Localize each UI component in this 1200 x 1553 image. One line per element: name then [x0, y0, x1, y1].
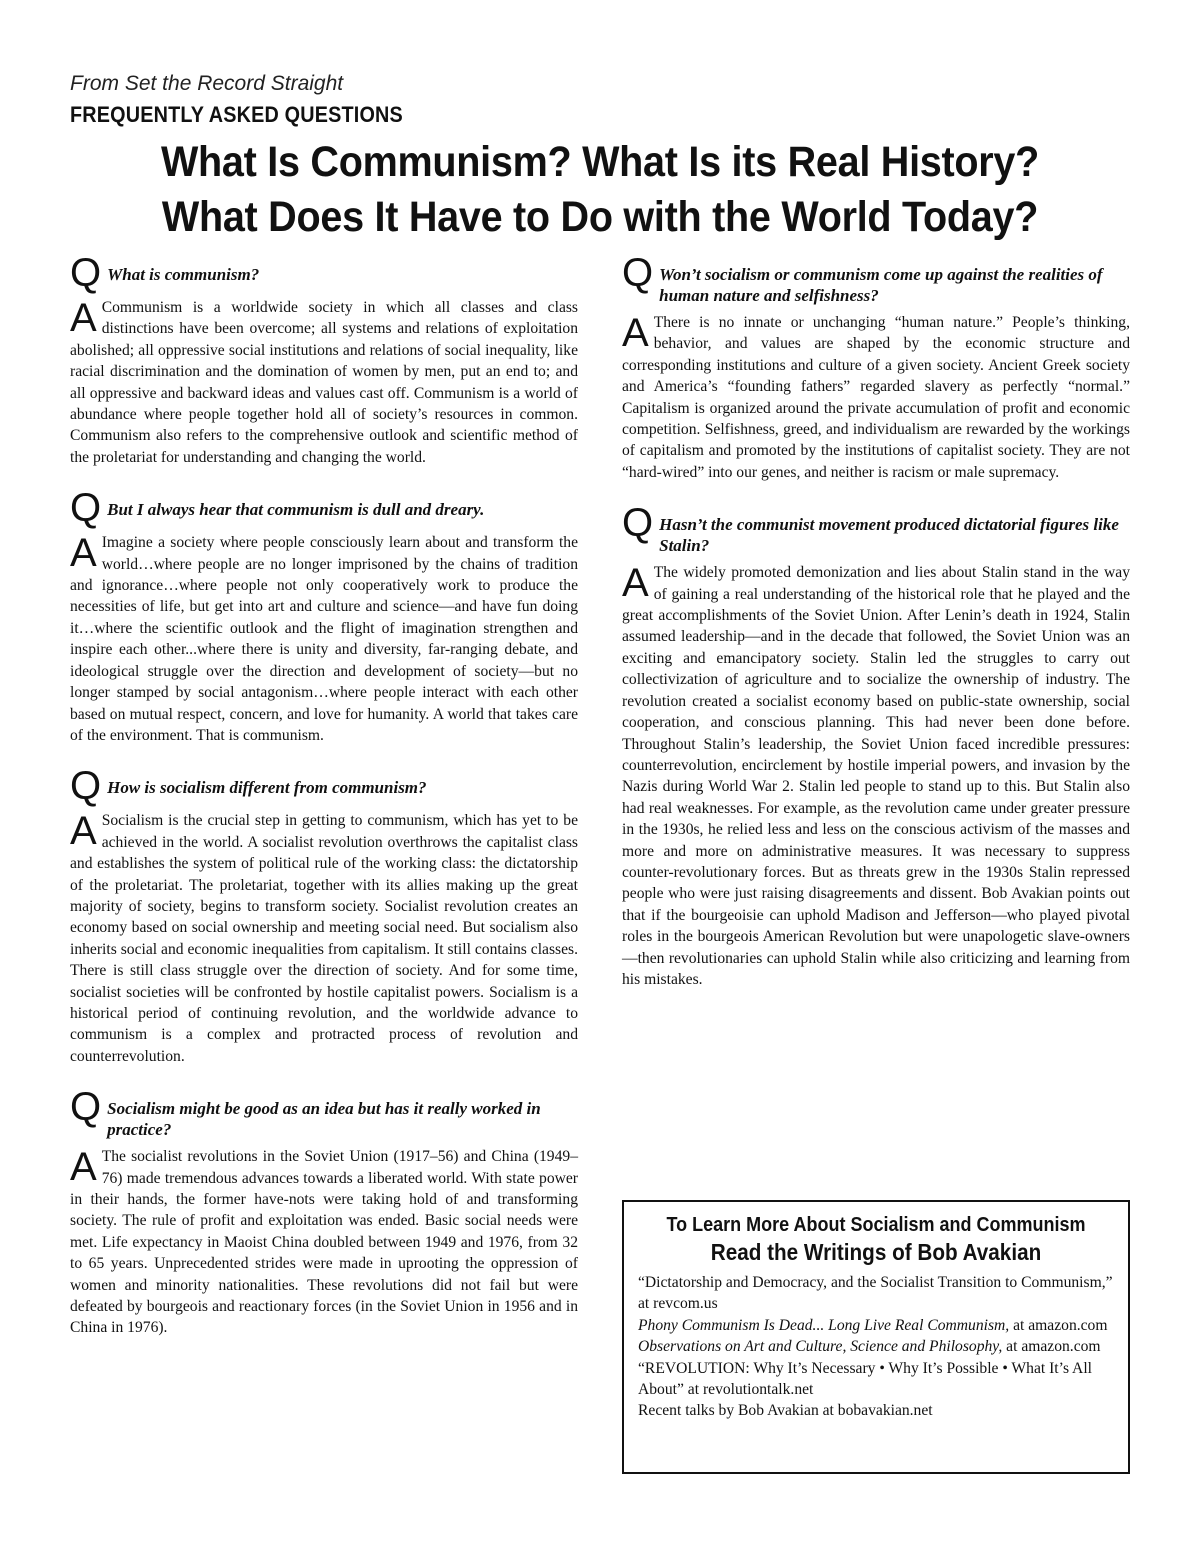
answer-text: Imagine a society where people consciously learn about and transform the world…where people are no longer imprisoned by the chains of tradition and ignorance…where people not only cooperatively work to produce the necessities of life, but get into art and culture and science—and have fun doing it…where the scientific outlook and the flight of imagination strengthen and inspire each other...where there is unity and diversity, far-ranging debate, and ideological struggle over the direction and development of society—but no longer stamped by social antagonism…where people interact with each other based on mutual respect, concern, and love for humanity. A world that takes care of the environment. That is communism. [70, 534, 578, 744]
question-row [70, 1085, 578, 1140]
qa-human-nature [622, 251, 1130, 483]
a-letter: A [70, 296, 97, 340]
q-letter: Q [622, 501, 654, 546]
reading-item-3 [638, 1336, 1114, 1357]
a-letter: A [70, 531, 97, 576]
question-text: How is socialism different from communism? [107, 778, 427, 798]
reading-item-2-source: at amazon.com [1009, 1316, 1108, 1334]
reading-item-1: “Dictatorship and Democracy, and the Socialist Transition to Communism,” at revcom.us [638, 1274, 1113, 1313]
source-kicker: From Set the Record Straight [70, 72, 344, 95]
question-row [622, 251, 1130, 306]
a-letter: A [70, 809, 97, 854]
qa-dull-and-dreary [70, 486, 578, 746]
answer-text: The socialist revolutions in the Soviet Union (1917–56) and China (1949–76) made tremendous advances towards a liberated world. With state power in their hands, the former have-nots were taking hold of and transforming society. The rule of profit and exploitation was ended. Basic social needs were met. Life expectancy in Maoist China doubled between 1949 and 1976, from 32 to 65 years. Unprecedented strides were made in uprooting the oppression of women and minority nationalities. These revolutions did not fail but were defeated by bourgeois and reactionary forces (in the Soviet Union in 1956 and in China in 1976). [70, 1148, 578, 1337]
question-row [622, 501, 1130, 556]
reading-item-2-title: Phony Communism Is Dead... Long Live Real Communism, [638, 1316, 1010, 1334]
answer-block [70, 1146, 578, 1339]
answer-block [70, 532, 578, 746]
answer-block [622, 562, 1130, 990]
answer-block [70, 297, 578, 468]
a-letter: A [622, 561, 649, 606]
question-text: What is communism? [107, 265, 260, 284]
question-row [70, 486, 578, 531]
qa-worked-in-practice [70, 1085, 578, 1339]
reading-item-3-source: at amazon.com [1002, 1338, 1101, 1356]
q-letter: Q [70, 1085, 102, 1130]
qa-what-is-communism [70, 251, 578, 468]
reading-item-3-title: Observations on Art and Culture, Science and Philosophy, [638, 1338, 1003, 1356]
question-text: But I always hear that communism is dull and dreary. [107, 500, 485, 520]
page-title-line-1: What Is Communism? What Is its Real History? [160, 138, 1040, 186]
right-column [622, 251, 1130, 1012]
answer-text: The widely promoted demonization and lies about Stalin stand in the way of gaining a real understanding of the historical role that he played and the great accomplishments of the Soviet Union. After Lenin’s death in 1924, Stalin assumed leadership—and in the decade that followed, the Soviet Union was an exciting and emancipatory society. Stalin led the struggles to carry out collectivization of agriculture and to socialize the ownership of industry. The revolution created a socialist economy based on public-state ownership, social cooperation, and conscious planning. This had never been done before. Throughout Stalin’s leadership, the Soviet Union faced incredible pressures: counterrevolution, encirclement by hostile imperial powers, and invasion by the Nazis during World War 2. Stalin led people to stand up to this. But Stalin also had real weaknesses. For example, as the revolution came under greater pressure in the 1930s, he relied less and less on the conscious activism of the masses and more and more on administrative measures. It was necessary to suppress counter-revolutionary forces. But as threats grew in the 1930s Stalin repressed people who were just raising disagreements and dissent. Bob Avakian points out that if the bourgeoisie can uphold Madison and Jefferson—who played pivotal roles in the bourgeois American Revolution but were unapologetic slave-owners—then revolutionaries can uphold Stalin while also criticizing and learning from his mistakes. [622, 564, 1130, 988]
q-letter: Q [70, 486, 102, 531]
q-letter: Q [622, 251, 654, 295]
question-text: Hasn’t the communist movement produced dictatorial figures like Stalin? [659, 515, 1119, 556]
reading-item-5: Recent talks by Bob Avakian at bobavakian.net [638, 1402, 933, 1420]
section-heading: FREQUENTLY ASKED QUESTIONS [70, 102, 403, 127]
q-letter: Q [70, 251, 102, 295]
answer-text: Socialism is the crucial step in getting to communism, which has yet to be achieved in the world. A socialist revolution overthrows the capitalist class and establishes the system of political rule of the working class: the dictatorship of the proletariat. The proletariat, together with its allies making up the great majority of society, begins to transform society. Socialist revolution creates an economy based on social ownership and meeting social need. But socialism also inherits social and economic inequalities from capitalism. It still contains classes. There is still class struggle over the direction of society. And for some time, socialist societies will be confronted by hostile capitalist powers. Socialism is a historical period of continuing revolution, and the worldwide advance to communism is a complex and protracted process of revolution and counterrevolution. [70, 812, 578, 1065]
answer-text: Communism is a worldwide society in which all classes and class distinctions have been overcome; all systems and relations of exploitation abolished; all oppressive social institutions and relations of social inequality, like racial discrimination and the domination of women by men, put an end to; and all oppressive and backward ideas and values cast off. Communism is a world of abundance where people together hold all of society’s resources in common. Communism also refers to the comprehensive outlook and scientific method of the proletariat for understanding and changing the world. [70, 299, 578, 466]
box-heading: To Learn More About Socialism and Communism [666, 1214, 1086, 1236]
question-row [70, 251, 578, 295]
q-letter: Q [70, 764, 102, 809]
a-letter: A [70, 1145, 97, 1190]
a-letter: A [622, 311, 649, 355]
page-title-line-2: What Does It Have to Do with the World Today? [161, 193, 1039, 241]
reading-item-2 [638, 1315, 1114, 1336]
box-subheading: Read the Writings of Bob Avakian [710, 1239, 1042, 1265]
answer-block [622, 312, 1130, 483]
qa-socialism-vs-communism [70, 764, 578, 1067]
reading-item-4: “REVOLUTION: Why It’s Necessary • Why It’s Possible • What It’s All About” at revolutiontalk.net [638, 1359, 1092, 1399]
left-column [70, 251, 578, 1361]
question-text: Socialism might be good as an idea but has it really worked in practice? [107, 1099, 541, 1140]
answer-text: There is no innate or unchanging “human nature.” People’s thinking, behavior, and values are shaped by the economic structure and corresponding institutions and culture of a given society. Ancient Greek society and America’s “founding fathers” regarded slavery as perfectly “normal.” Capitalism is organized around the private accumulation of profit and economic competition. Selfishness, greed, and individualism are rewarded by the workings of capitalism and promoted by the institutions of capitalist society. They are not “hard-wired” into our genes, and neither is racism or male supremacy. [622, 314, 1130, 481]
answer-block [70, 810, 578, 1067]
question-row [70, 764, 578, 809]
question-text: Won’t socialism or communism come up against the realities of human nature and selfishness? [659, 265, 1103, 305]
qa-stalin [622, 501, 1130, 990]
reading-list-box [622, 1200, 1130, 1474]
